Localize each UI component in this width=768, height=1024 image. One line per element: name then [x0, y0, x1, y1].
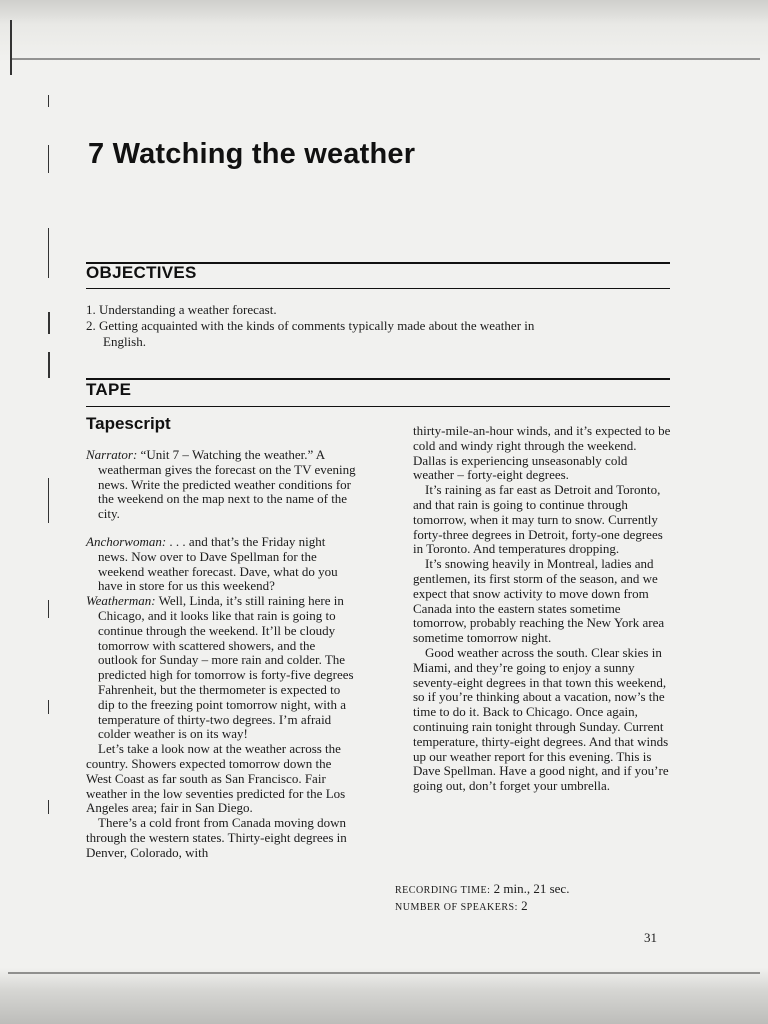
paragraph-text: “Unit 7 – Watching the weather.” A weatherman gives the forecast on the TV evening news. Write the predicted weather conditions for the weekend on the map next to the name of the city.	[98, 447, 356, 522]
margin-mark	[48, 145, 49, 173]
page-number: 31	[644, 930, 657, 945]
objectives-heading: OBJECTIVES	[86, 263, 197, 282]
objective-item: 1. Understanding a weather forecast.	[86, 302, 277, 317]
margin-mark	[48, 700, 49, 714]
tapescript-heading: Tapescript	[86, 414, 171, 433]
recording-time-value: 2 min., 21 sec.	[493, 881, 570, 896]
recording-time-label: RECORDING TIME:	[395, 885, 491, 896]
tape-top-rule	[86, 378, 670, 380]
transcript-paragraph: It’s snowing heavily in Montreal, ladies and gentlemen, its first storm of the season, and we expect that snow activity to move down from Canada into the eastern states sometime tomorrow, probably reaching the New York area sometime tomorrow night.	[413, 556, 665, 646]
margin-mark	[48, 800, 49, 814]
transcript-paragraph: thirty-mile-an-hour winds, and it’s expected to be cold and windy right through the weekend. Dallas is experiencing unseasonably cold weather – forty-eight degrees.	[413, 423, 671, 483]
objectives-bottom-rule	[86, 288, 670, 289]
scan-shadow-top	[0, 0, 768, 62]
speaker-label: Weatherman:	[86, 593, 156, 609]
recording-time	[395, 881, 569, 897]
speakers-label: NUMBER OF SPEAKERS:	[395, 902, 518, 913]
objectives-list	[86, 302, 546, 350]
speaker-label: Anchorwoman:	[86, 533, 167, 549]
paragraph-text: Well, Linda, it’s still raining here in Chicago, and it looks like that rain is going to continue through the weekend. It’ll be cloudy tomorrow with scattered showers, and the outlook for Sunday – more rain and colder. The predicted high for tomorrow is forty-five degrees Fahrenheit, but the thermometer is expected to dip to the freezing point tomorrow night, with a temperature of thirty-two degrees. I’m afraid colder weather is on its way!	[98, 593, 354, 742]
chapter-title: 7 Watching the weather	[88, 138, 416, 170]
narrator-paragraph	[86, 448, 356, 522]
weatherman-paragraph	[86, 594, 356, 742]
margin-mark	[48, 478, 49, 523]
paragraph-text: . . . and that’s the Friday night news. Now over to Dave Spellman for the weekend weather forecast. Dave, what do you have in store for us this weekend?	[98, 533, 338, 594]
transcript-paragraph: There’s a cold front from Canada moving down through the western states. Thirty-eight degrees in Denver, Colorado, with	[86, 815, 347, 860]
margin-mark	[48, 600, 49, 618]
tapescript-right-column	[413, 424, 671, 794]
scan-edge-bottom	[8, 972, 760, 974]
scan-shadow-bottom	[0, 968, 768, 1024]
margin-mark	[48, 228, 49, 278]
transcript-paragraph: Let’s take a look now at the weather across the country. Showers expected tomorrow down the West Coast as far south as San Francisco. Fair weather in the low seventies predicted for the Los Angeles area; fair in San Diego.	[86, 741, 346, 816]
objective-item: 2. Getting acquainted with the kinds of comments typically made about the weather in English.	[86, 318, 535, 349]
margin-mark	[48, 352, 50, 378]
transcript-paragraph: It’s raining as far east as Detroit and Toronto, and that rain is going to continue through tomorrow, when it may turn to snow. Currently forty-three degrees in Detroit, forty-one degrees in Toronto. And temperatures dropping.	[413, 482, 663, 557]
transcript-paragraph: Good weather across the south. Clear skies in Miami, and they’re going to enjoy a sunny seventy-eight degrees in that town this weekend, so if you’re thinking about a vacation, now’s the time to do it. Back to Chicago. Once again, continuing rain tonight through Sunday. Current temperature, thirty-eight degrees. And that winds up our weather report for this evening. This is Dave Spellman. Have a good night, and if you’re going out, don’t forget your umbrella.	[413, 644, 669, 794]
speaker-label: Narrator:	[86, 447, 138, 462]
speakers-value: 2	[521, 898, 528, 913]
scan-edge-top	[12, 58, 760, 60]
tapescript-left-column	[86, 448, 356, 861]
tape-bottom-rule	[86, 406, 670, 407]
margin-mark	[48, 312, 50, 334]
margin-mark	[48, 95, 49, 107]
tape-heading: TAPE	[86, 380, 132, 399]
number-of-speakers	[395, 898, 528, 914]
anchorwoman-paragraph	[86, 535, 356, 594]
scan-edge-left	[10, 20, 12, 75]
